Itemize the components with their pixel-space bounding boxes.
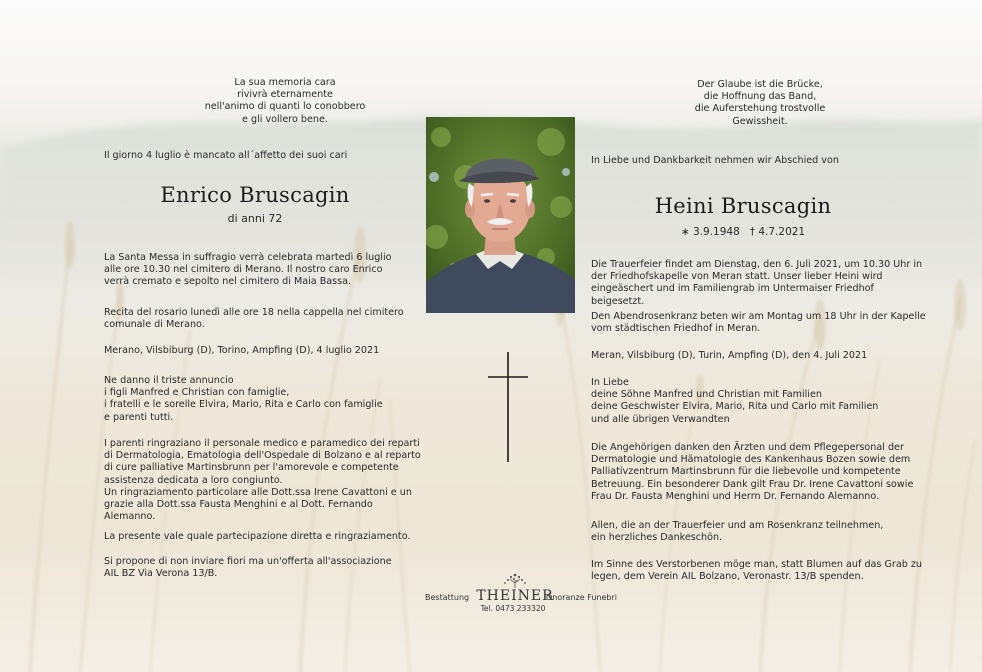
left-family: Ne danno il triste annuncio i figli Manfred e Christian con famiglie, i fratelli e le sorelle Elvira, Mario, Rita e Carlo con famiglie e parenti tutti.: [104, 375, 383, 423]
right-life-dates: ∗ 3.9.1948 † 4.7.2021: [680, 226, 806, 238]
left-participation: La presente vale quale partecipazione diretta e ringraziamento.: [104, 531, 411, 542]
left-mass-info: La Santa Messa in suffragio verrà celebrata martedì 6 luglio alle ore 10.30 nel cimitero di Merano. Il nostro caro Enrico verrà cremato e sepolto nel cimitero di Maia Bassa.: [104, 252, 392, 288]
right-announcement: In Liebe und Dankbarkeit nehmen wir Abschied von: [591, 155, 839, 166]
right-thanks: Die Angehörigen danken den Ärzten und dem Pflegepersonal der Dermatologie und Hämatologie des Kankenhaus Bozen sowie dem Palliativzentrum Martinsbrunn für die liebevolle und kompetente Betreuung. Ein besonderer Dank gilt Frau Dr. Irene Cavattoni sowie Frau Dr. Fausta Menghini und Herrn Dr. Fernando Alemanno.: [591, 442, 914, 502]
left-announcement: Il giorno 4 luglio è mancato all´affetto dei suoi cari: [104, 150, 348, 161]
right-donation: Im Sinne des Verstorbenen möge man, statt Blumen auf das Grab zu legen, dem Verein AIL Bolzano, Veronastr. 13/B spenden.: [591, 559, 922, 583]
left-thanks: I parenti ringraziano il personale medico e paramedico dei reparti di Dermatologia, Ematologia dell'Ospedale di Bolzano e al reparto di cure palliative Martinsbrunn per l'amorevole e competente assistenza dedicata a loro congiunto. Un ringraziamento particolare alle Dott.ssa Irene Cavattoni e un grazie alla Dott.ssa Fausta Menghini e al Dott. Fernando Alemanno.: [104, 438, 421, 523]
footer-right-label: Onoranze Funebri: [546, 593, 618, 602]
left-place-date: Merano, Vilsbiburg (D), Torino, Ampfing (D), 4 luglio 2021: [104, 345, 380, 356]
footer-phone: Tel. 0473 233320: [480, 604, 546, 613]
portrait-photo: [426, 117, 575, 313]
left-rosary-info: Recita del rosario lunedì alle ore 18 nella cappella nel cimitero comunale di Merano.: [104, 307, 404, 331]
footer-brand: THEINER: [476, 588, 554, 604]
left-donation: Si propone di non inviare fiori ma un'offerta all'associazione AIL BZ Via Verona 13/B.: [104, 556, 392, 580]
right-verse: Der Glaube ist die Brücke, die Hoffnung das Band, die Auferstehung trostvolle Gewissheit.: [694, 79, 826, 127]
cross-icon: [488, 352, 528, 462]
right-deceased-name: Heini Bruscagin: [654, 194, 832, 218]
right-funeral-info: Die Trauerfeier findet am Dienstag, den 6. Juli 2021, um 10.30 Uhr in der Friedhofskapelle von Meran statt. Unser lieber Heini wird eingeäschert und im Familiengrab im Untermaiser Friedhof beigesetzt.: [591, 259, 923, 307]
right-participation: Allen, die an der Trauerfeier und am Rosenkranz teilnehmen, ein herzliches Dankeschön.: [591, 520, 884, 544]
left-verse: La sua memoria cara rivivrà eternamente nell'animo di quanti lo conobbero e gli vollero bene.: [204, 77, 366, 125]
right-place-date: Meran, Vilsbiburg (D), Turin, Ampfing (D), den 4. Juli 2021: [591, 350, 868, 361]
footer-left-label: Bestattung: [425, 593, 470, 602]
right-family: In Liebe deine Söhne Manfred und Christian mit Familien deine Geschwister Elvira, Mario, Rita und Carlo mit Familien und alle übrigen Verwandten: [591, 377, 879, 425]
left-deceased-name: Enrico Bruscagin: [160, 183, 350, 207]
right-rosary-info: Den Abendrosenkranz beten wir am Montag um 18 Uhr in der Kapelle vom städtischen Friedhof in Meran.: [591, 311, 926, 335]
left-age: di anni 72: [227, 212, 283, 225]
